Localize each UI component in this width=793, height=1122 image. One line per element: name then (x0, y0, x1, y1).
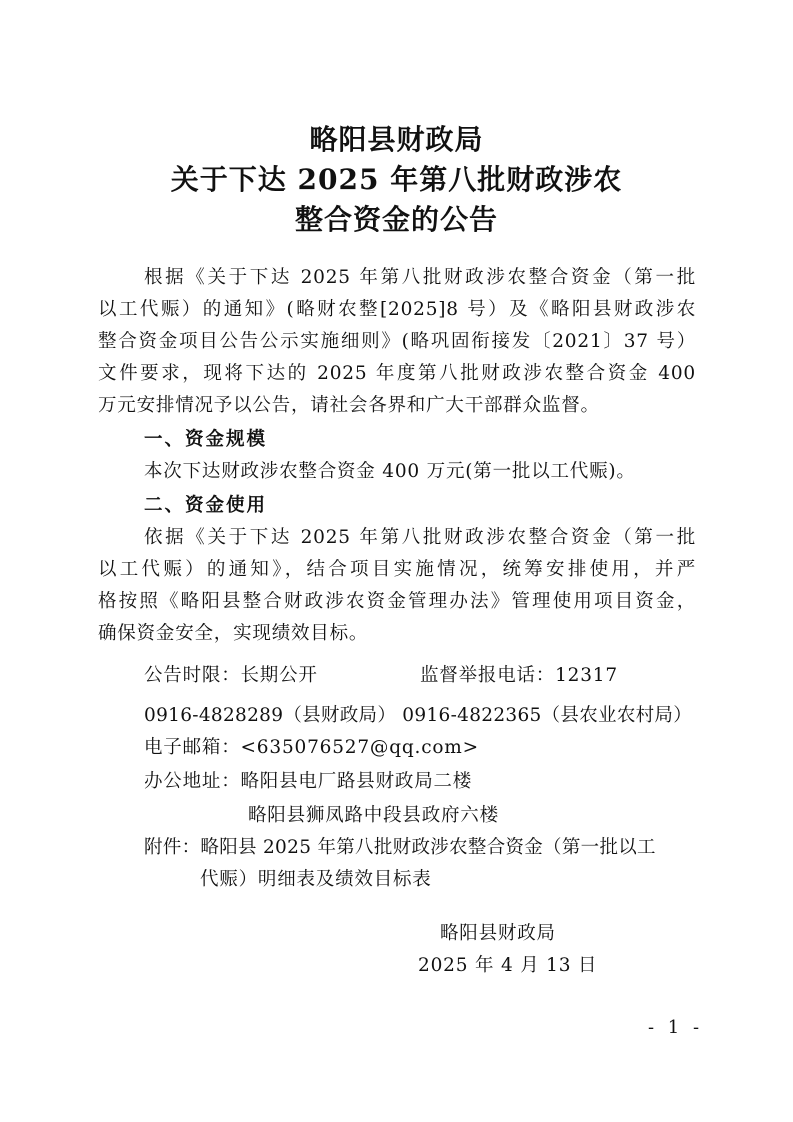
intro-line-2: 以工代赈）的通知》(略财农整[2025]8 号）及《略阳县财政涉农 (98, 299, 696, 320)
section-2-heading: 二、资金使用 (144, 495, 268, 516)
section-2-line-2: 以工代赈）的通知》，结合项目实施情况，统筹安排使用，并严 (98, 559, 696, 580)
section-1-text: 本次下达财政涉农整合资金 400 万元(第一批以工代赈)。 (144, 461, 636, 482)
hotline: 监督举报电话：12317 (420, 665, 618, 686)
title-line-3: 整合资金的公告 (294, 203, 498, 236)
attachment-line-1[interactable]: 附件：略阳县 2025 年第八批财政涉农整合资金（第一批以工 (144, 837, 656, 858)
intro-line-4: 文件要求，现将下达的 2025 年度第八批财政涉农整合资金 400 (98, 363, 696, 384)
office-address: 办公地址：略阳县电厂路县财政局二楼 (144, 771, 473, 792)
intro-line-5: 万元安排情况予以公告，请社会各界和广大干部群众监督。 (98, 395, 600, 416)
section-1-heading: 一、资金规模 (144, 429, 268, 450)
section-2-line-3: 格按照《略阳县整合财政涉农资金管理办法》管理使用项目资金， (98, 591, 696, 612)
intro-line-1: 根据《关于下达 2025 年第八批财政涉农整合资金（第一批 (144, 267, 696, 288)
title-line-1: 略阳县财政局 (309, 123, 484, 156)
intro-line-3: 整合资金项目公告公示实施细则》(略巩固衔接发〔2021〕37 号） (98, 331, 696, 352)
phone-numbers: 0916-4828289（县财政局） 0916-4822365（县农业农村局） (144, 705, 693, 726)
email[interactable]: 电子邮箱：<635076527@qq.com> (144, 737, 479, 758)
office-address-line-2: 略阳县狮凤路中段县政府六楼 (248, 805, 499, 826)
signature-date: 2025 年 4 月 13 日 (418, 955, 598, 976)
section-2-line-1: 依据《关于下达 2025 年第八批财政涉农整合资金（第一批 (144, 527, 696, 548)
notice-period: 公告时限：长期公开 (144, 665, 318, 686)
section-2-line-4: 确保资金安全，实现绩效目标。 (98, 623, 369, 644)
title-line-2: 关于下达 2025 年第八批财政涉农 (170, 163, 623, 196)
attachment-line-2: 代赈）明细表及绩效目标表 (200, 869, 432, 890)
signature-org: 略阳县财政局 (440, 923, 556, 944)
page-number: - 1 - (648, 1017, 704, 1038)
